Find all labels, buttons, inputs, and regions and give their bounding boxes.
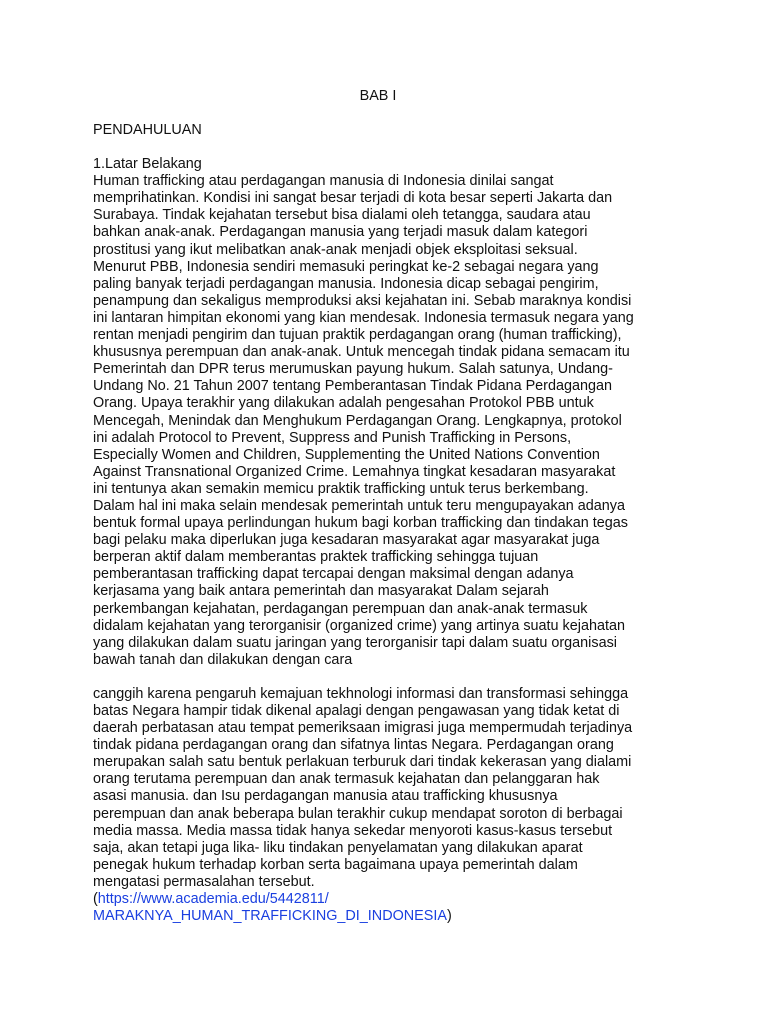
citation-link-part-2[interactable]: MARAKNYA_HUMAN_TRAFFICKING_DI_INDONESIA xyxy=(93,908,447,925)
text-line: paling banyak terjadi perdagangan manusia. Indonesia dicap sebagai pengirim, xyxy=(93,275,599,292)
paragraph-2 xyxy=(93,686,683,891)
text-line: rentan menjadi pengirim dan tujuan praktik perdagangan orang (human trafficking), xyxy=(93,327,622,344)
text-line: yang dilakukan dalam suatu jaringan yang terorganisir tapi dalam suatu organisasi xyxy=(93,634,617,651)
text-line: Menurut PBB, Indonesia sendiri memasuki peringkat ke-2 sebagai negara yang xyxy=(93,258,599,275)
text-line: khususnya perempuan dan anak-anak. Untuk mencegah tindak pidana semacam itu xyxy=(93,344,630,361)
paragraph-1 xyxy=(93,173,683,669)
text-line: saja, akan tetapi juga lika- liku tindakan penyelamatan yang dilakukan aparat xyxy=(93,839,583,856)
text-line: didalam kejahatan yang terorganisir (organized crime) yang artinya suatu kejahatan xyxy=(93,617,625,634)
text-line: media massa. Media massa tidak hanya sekedar menyoroti kasus-kasus tersebut xyxy=(93,822,613,839)
citation-line-2 xyxy=(93,908,683,925)
text-line: ini tentunya akan semakin memicu praktik trafficking untuk terus berkembang. xyxy=(93,480,589,497)
text-line: Dalam hal ini maka selain mendesak pemerintah untuk teru mengupayakan adanya xyxy=(93,497,625,514)
text-line: pemberantasan trafficking dapat tercapai dengan maksimal dengan adanya xyxy=(93,566,574,583)
text-line: Mencegah, Menindak dan Menghukum Perdagangan Orang. Lengkapnya, protokol xyxy=(93,412,622,429)
text-line: bahkan anak-anak. Perdagangan manusia yang terjadi masuk dalam kategori xyxy=(93,224,588,241)
text-line: ini adalah Protocol to Prevent, Suppress and Punish Trafficking in Persons, xyxy=(93,429,572,446)
text-line: mengatasi permasalahan tersebut. xyxy=(93,873,315,890)
text-line: batas Negara hampir tidak dikenal apalagi dengan pengawasan yang tidak ketat di xyxy=(93,703,620,719)
text-line: Human trafficking atau perdagangan manusia di Indonesia dinilai sangat xyxy=(93,173,554,190)
text-line: bentuk formal upaya perlindungan hukum bagi korban trafficking dan tindakan tegas xyxy=(93,515,628,532)
text-line: perempuan dan anak beberapa bulan terakhir cukup mendapat soroton di berbagai xyxy=(93,805,623,822)
text-line: memprihatinkan. Kondisi ini sangat besar terjadi di kota besar seperti Jakarta dan xyxy=(93,190,613,207)
chapter-title: BAB I xyxy=(359,88,397,104)
citation-close-paren: ) xyxy=(446,908,452,925)
text-line: bagi pelaku maka diperlukan juga kesadaran masyarakat agar masyarakat juga xyxy=(93,532,600,549)
text-line: Pemerintah dan DPR terus merumuskan payung hukum. Salah satunya, Undang- xyxy=(93,361,613,378)
text-line: asasi manusia. dan Isu perdagangan manusia atau trafficking khususnya xyxy=(93,788,558,805)
citation-line-1 xyxy=(93,891,683,908)
citation-open-paren: ( xyxy=(93,891,98,908)
subsection-heading: 1.Latar Belakang xyxy=(93,156,202,173)
text-line: tindak pidana perdagangan orang dan sifatnya lintas Negara. Perdagangan orang xyxy=(93,737,614,754)
text-line: daerah perbatasan atau tempat pemeriksaan imigrasi juga mempermudah terjadinya xyxy=(93,720,633,737)
text-line: Orang. Upaya terakhir yang dilakukan adalah pengesahan Protokol PBB untuk xyxy=(93,395,594,412)
text-line: prostitusi yang ikut melibatkan anak-anak menjadi objek eksploitasi seksual. xyxy=(93,241,578,258)
citation-link-part-1[interactable]: https://www.academia.edu/5442811/ xyxy=(97,891,329,908)
section-heading: PENDAHULUAN xyxy=(93,122,202,138)
text-line: Against Transnational Organized Crime. Lemahnya tingkat kesadaran masyarakat xyxy=(93,463,616,480)
text-line: berperan aktif dalam memberantas praktek trafficking sehingga tujuan xyxy=(93,549,539,566)
text-line: penegak hukum terhadap korban serta bagaimana upaya pemerintah dalam xyxy=(93,856,578,873)
paragraph-gap xyxy=(93,669,683,686)
text-line: bawah tanah dan dilakukan dengan cara xyxy=(93,651,353,668)
document-page xyxy=(93,88,683,925)
text-line: Especially Women and Children, Supplementing the United Nations Convention xyxy=(93,446,600,463)
text-line: perkembangan kejahatan, perdagangan perempuan dan anak-anak termasuk xyxy=(93,600,588,617)
text-line: Surabaya. Tindak kejahatan tersebut bisa dialami oleh tetangga, saudara atau xyxy=(93,207,591,224)
text-line: canggih karena pengaruh kemajuan tekhnologi informasi dan transformasi sehingga xyxy=(93,685,629,702)
text-line: merupakan salah satu bentuk perlakuan terburuk dari tindak kekerasan yang dialami xyxy=(93,754,632,771)
text-line: ini lantaran himpitan ekonomi yang kian mendesak. Indonesia termasuk negara yang xyxy=(93,309,634,326)
text-line: Undang No. 21 Tahun 2007 tentang Pemberantasan Tindak Pidana Perdagangan xyxy=(93,378,612,395)
text-line: kerjasama yang baik antara pemerintah dan masyarakat Dalam sejarah xyxy=(93,583,549,600)
text-line: penampung dan sekaligus memproduksi aksi kejahatan ini. Sebab maraknya kondisi xyxy=(93,292,632,309)
text-line: orang terutama perempuan dan anak termasuk kejahatan dan pelanggaran hak xyxy=(93,771,600,788)
